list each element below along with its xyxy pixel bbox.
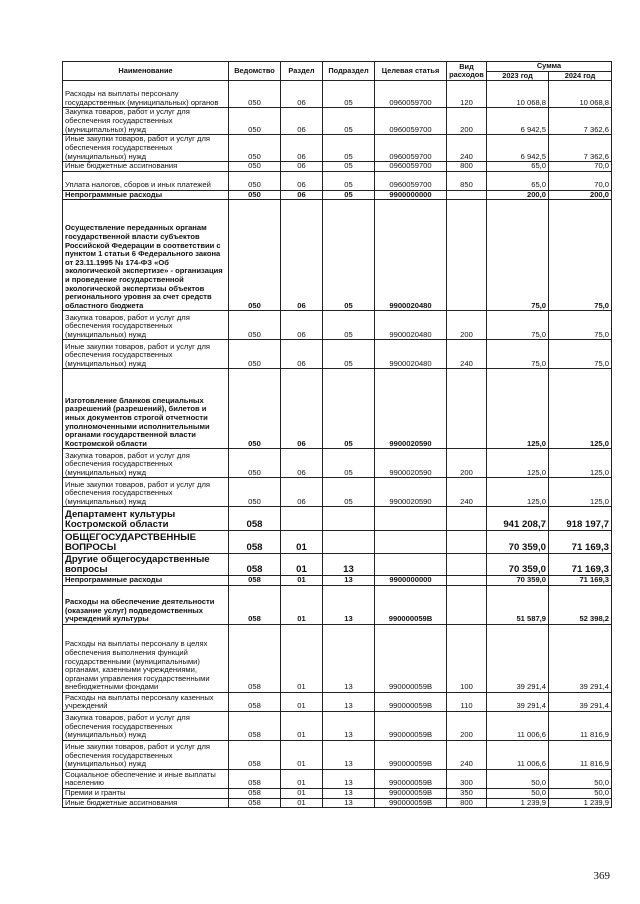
row-statya: 990000059В: [375, 788, 447, 798]
row-statya: 0960059700: [375, 108, 447, 135]
row-razdel: 01: [281, 798, 323, 808]
row-sum-2023: 50,0: [487, 788, 549, 798]
row-vid: [447, 576, 487, 586]
row-statya: 990000059В: [375, 585, 447, 624]
row-podrazdel: 05: [323, 108, 375, 135]
row-sum-2023: 75,0: [487, 340, 549, 369]
row-sum-2023: 1 239,9: [487, 798, 549, 808]
row-sum-2024: 70,0: [549, 162, 612, 172]
row-vid: 100: [447, 624, 487, 692]
row-podrazdel: 13: [323, 711, 375, 740]
header-razdel: Раздел: [281, 62, 323, 81]
row-razdel: 01: [281, 740, 323, 769]
row-statya: 9900020480: [375, 200, 447, 311]
row-name: Иные закупки товаров, работ и услуг для обеспечения государственных (муниципальных) нужд: [63, 135, 229, 162]
row-vid: 300: [447, 769, 487, 788]
row-sum-2024: 918 197,7: [549, 507, 612, 531]
row-sum-2024: 75,0: [549, 311, 612, 340]
row-sum-2023: 50,0: [487, 769, 549, 788]
row-vedomstvo: 050: [229, 81, 281, 108]
header-vid: Вид расходов: [447, 62, 487, 81]
row-sum-2023: 70 359,0: [487, 576, 549, 586]
row-vedomstvo: 058: [229, 507, 281, 531]
row-name: Непрограммные расходы: [63, 576, 229, 586]
row-razdel: 06: [281, 449, 323, 478]
table-row: [63, 190, 612, 200]
row-podrazdel: 05: [323, 162, 375, 172]
header-vedomstvo: Ведомство: [229, 62, 281, 81]
table-row: [63, 171, 612, 190]
row-sum-2023: 39 291,4: [487, 692, 549, 711]
row-sum-2023: 39 291,4: [487, 624, 549, 692]
row-vid: 240: [447, 340, 487, 369]
row-sum-2024: 52 398,2: [549, 585, 612, 624]
row-vid: 800: [447, 162, 487, 172]
row-razdel: 06: [281, 200, 323, 311]
row-vid: 110: [447, 692, 487, 711]
row-statya: 9900020590: [375, 369, 447, 449]
table-row: [63, 108, 612, 135]
row-razdel: 06: [281, 369, 323, 449]
table-row: [63, 135, 612, 162]
table-row: [63, 449, 612, 478]
row-vid: [447, 507, 487, 531]
row-name: ОБЩЕГОСУДАРСТВЕННЫЕ ВОПРОСЫ: [63, 531, 229, 554]
row-razdel: 06: [281, 135, 323, 162]
row-vid: 350: [447, 788, 487, 798]
row-razdel: 06: [281, 340, 323, 369]
table-row: [63, 81, 612, 108]
row-vid: 240: [447, 135, 487, 162]
row-podrazdel: 05: [323, 311, 375, 340]
row-name: Закупка товаров, работ и услуг для обеспечения государственных (муниципальных) нужд: [63, 711, 229, 740]
row-sum-2024: 75,0: [549, 340, 612, 369]
row-sum-2024: 7 362,6: [549, 135, 612, 162]
row-vid: 240: [447, 478, 487, 507]
row-sum-2023: 200,0: [487, 190, 549, 200]
row-statya: 990000059В: [375, 624, 447, 692]
row-vedomstvo: 058: [229, 798, 281, 808]
row-sum-2023: 51 587,9: [487, 585, 549, 624]
row-sum-2024: 125,0: [549, 478, 612, 507]
table-row: [63, 162, 612, 172]
row-sum-2023: 70 359,0: [487, 531, 549, 554]
row-sum-2024: 125,0: [549, 369, 612, 449]
row-podrazdel: 13: [323, 798, 375, 808]
row-vedomstvo: 058: [229, 769, 281, 788]
row-sum-2023: 941 208,7: [487, 507, 549, 531]
row-sum-2024: 1 239,9: [549, 798, 612, 808]
row-name: Изготовление бланков специальных разрешений (разрешений), билетов и иных документов строгой отчетности уполномоченными исполнительными органами государственной власти Костромской области: [63, 369, 229, 449]
row-vedomstvo: 050: [229, 135, 281, 162]
row-statya: [375, 531, 447, 554]
row-razdel: 01: [281, 554, 323, 576]
row-sum-2024: 71 169,3: [549, 554, 612, 576]
row-razdel: 06: [281, 171, 323, 190]
row-vedomstvo: 050: [229, 340, 281, 369]
row-sum-2023: 125,0: [487, 478, 549, 507]
table-row: [63, 711, 612, 740]
row-vedomstvo: 058: [229, 788, 281, 798]
table-row: [63, 369, 612, 449]
row-vedomstvo: 058: [229, 585, 281, 624]
row-name: Расходы на выплаты персоналу казенных учреждений: [63, 692, 229, 711]
row-vedomstvo: 050: [229, 108, 281, 135]
row-sum-2023: 11 006,6: [487, 711, 549, 740]
row-statya: 0960059700: [375, 171, 447, 190]
row-podrazdel: 05: [323, 81, 375, 108]
row-podrazdel: 05: [323, 200, 375, 311]
row-vid: 200: [447, 311, 487, 340]
row-sum-2024: 125,0: [549, 449, 612, 478]
row-podrazdel: 13: [323, 554, 375, 576]
row-statya: 9900000000: [375, 576, 447, 586]
row-vedomstvo: 050: [229, 449, 281, 478]
row-statya: 990000059В: [375, 740, 447, 769]
row-vedomstvo: 050: [229, 190, 281, 200]
row-podrazdel: 05: [323, 135, 375, 162]
row-podrazdel: 13: [323, 576, 375, 586]
row-name: Закупка товаров, работ и услуг для обеспечения государственных (муниципальных) нужд: [63, 311, 229, 340]
header-name: Наименование: [63, 62, 229, 81]
row-sum-2024: 39 291,4: [549, 692, 612, 711]
row-sum-2023: 11 006,6: [487, 740, 549, 769]
row-vedomstvo: 058: [229, 554, 281, 576]
table-row: [63, 692, 612, 711]
table-row: [63, 340, 612, 369]
row-vid: 200: [447, 449, 487, 478]
row-vedomstvo: 050: [229, 200, 281, 311]
row-razdel: 01: [281, 692, 323, 711]
row-vid: [447, 200, 487, 311]
row-podrazdel: 13: [323, 788, 375, 798]
row-sum-2024: 11 816,9: [549, 711, 612, 740]
row-razdel: 01: [281, 624, 323, 692]
budget-page: [62, 61, 611, 808]
row-razdel: [281, 507, 323, 531]
row-statya: 0960059700: [375, 81, 447, 108]
row-statya: 9900020480: [375, 311, 447, 340]
row-sum-2023: 6 942,5: [487, 108, 549, 135]
row-podrazdel: 05: [323, 369, 375, 449]
row-name: Расходы на выплаты персоналу государственных (муниципальных) органов: [63, 81, 229, 108]
row-sum-2024: 70,0: [549, 171, 612, 190]
row-sum-2023: 10 068,8: [487, 81, 549, 108]
row-podrazdel: [323, 507, 375, 531]
row-vid: 200: [447, 108, 487, 135]
row-name: Расходы на выплаты персоналу в целях обеспечения выполнения функций государственными (муниципальными) органами, казенными учреждениями, органами управления государственными внебюджетными фондами: [63, 624, 229, 692]
row-name: Расходы на обеспечение деятельности (оказание услуг) подведомственных учреждений культуры: [63, 585, 229, 624]
row-name: Иные бюджетные ассигнования: [63, 798, 229, 808]
header-2024: 2024 год: [549, 71, 612, 81]
row-statya: 0960059700: [375, 135, 447, 162]
row-sum-2024: 11 816,9: [549, 740, 612, 769]
row-name: Иные закупки товаров, работ и услуг для обеспечения государственных (муниципальных) нужд: [63, 478, 229, 507]
row-statya: 9900020590: [375, 449, 447, 478]
row-name: Иные закупки товаров, работ и услуг для обеспечения государственных (муниципальных) нужд: [63, 340, 229, 369]
row-podrazdel: 05: [323, 190, 375, 200]
row-vid: [447, 369, 487, 449]
table-row: [63, 507, 612, 531]
row-vid: 120: [447, 81, 487, 108]
row-sum-2024: 71 169,3: [549, 576, 612, 586]
row-statya: 9900020590: [375, 478, 447, 507]
row-sum-2023: 65,0: [487, 162, 549, 172]
header-podrazdel: Подраздел: [323, 62, 375, 81]
row-statya: 990000059В: [375, 769, 447, 788]
table-row: [63, 311, 612, 340]
row-vedomstvo: 050: [229, 171, 281, 190]
row-podrazdel: [323, 531, 375, 554]
table-row: [63, 200, 612, 311]
row-vid: 200: [447, 711, 487, 740]
row-sum-2023: 65,0: [487, 171, 549, 190]
row-vid: 240: [447, 740, 487, 769]
row-name: Иные бюджетные ассигнования: [63, 162, 229, 172]
row-name: Уплата налогов, сборов и иных платежей: [63, 171, 229, 190]
header-2023: 2023 год: [487, 71, 549, 81]
row-sum-2024: 7 362,6: [549, 108, 612, 135]
row-podrazdel: 13: [323, 740, 375, 769]
row-name: Закупка товаров, работ и услуг для обеспечения государственных (муниципальных) нужд: [63, 449, 229, 478]
row-name: Департамент культуры Костромской области: [63, 507, 229, 531]
row-vedomstvo: 050: [229, 162, 281, 172]
table-row: [63, 478, 612, 507]
row-razdel: 06: [281, 311, 323, 340]
row-razdel: 01: [281, 769, 323, 788]
row-name: Осуществление переданных органам государственной власти субъектов Российской Федерации в соответствии с пунктом 1 статьи 6 Федерального закона от 23.11.1995 № 174-ФЗ «Об экологической экспертизе» - организация и проведение государственной экологической экспертизы объектов регионального уровня за счет средств областного бюджета: [63, 200, 229, 311]
row-razdel: 01: [281, 576, 323, 586]
row-vedomstvo: 058: [229, 692, 281, 711]
row-vedomstvo: 050: [229, 311, 281, 340]
row-statya: 0960059700: [375, 162, 447, 172]
row-razdel: 01: [281, 585, 323, 624]
row-sum-2024: 75,0: [549, 200, 612, 311]
table-row: [63, 788, 612, 798]
table-row: [63, 798, 612, 808]
table-row: [63, 531, 612, 554]
row-vid: 850: [447, 171, 487, 190]
row-razdel: 06: [281, 108, 323, 135]
row-razdel: 06: [281, 162, 323, 172]
row-podrazdel: 13: [323, 585, 375, 624]
row-name: Иные закупки товаров, работ и услуг для обеспечения государственных (муниципальных) нужд: [63, 740, 229, 769]
row-name: Социальное обеспечение и иные выплаты населению: [63, 769, 229, 788]
table-row: [63, 585, 612, 624]
row-statya: [375, 507, 447, 531]
header-statya: Целевая статья: [375, 62, 447, 81]
row-statya: 990000059В: [375, 692, 447, 711]
row-razdel: 06: [281, 190, 323, 200]
row-podrazdel: 13: [323, 624, 375, 692]
row-razdel: 01: [281, 711, 323, 740]
row-podrazdel: 13: [323, 769, 375, 788]
row-statya: 9900000000: [375, 190, 447, 200]
row-name: Другие общегосударственные вопросы: [63, 554, 229, 576]
row-sum-2023: 125,0: [487, 449, 549, 478]
row-vid: [447, 531, 487, 554]
table-row: [63, 554, 612, 576]
row-sum-2024: 50,0: [549, 769, 612, 788]
row-podrazdel: 05: [323, 340, 375, 369]
row-razdel: 06: [281, 81, 323, 108]
row-vedomstvo: 050: [229, 478, 281, 507]
row-sum-2024: 39 291,4: [549, 624, 612, 692]
budget-table: [62, 61, 612, 808]
row-vedomstvo: 058: [229, 531, 281, 554]
row-razdel: 06: [281, 478, 323, 507]
row-razdel: 01: [281, 531, 323, 554]
page-number: 369: [593, 870, 610, 882]
row-statya: 9900020480: [375, 340, 447, 369]
table-row: [63, 740, 612, 769]
row-vid: [447, 585, 487, 624]
row-podrazdel: 13: [323, 692, 375, 711]
row-name: Премии и гранты: [63, 788, 229, 798]
row-podrazdel: 05: [323, 449, 375, 478]
budget-rows: [63, 81, 612, 808]
row-vid: [447, 554, 487, 576]
row-vedomstvo: 058: [229, 576, 281, 586]
row-sum-2023: 70 359,0: [487, 554, 549, 576]
row-vedomstvo: 050: [229, 369, 281, 449]
row-sum-2024: 10 068,8: [549, 81, 612, 108]
row-sum-2023: 75,0: [487, 311, 549, 340]
row-vedomstvo: 058: [229, 711, 281, 740]
row-sum-2023: 6 942,5: [487, 135, 549, 162]
row-name: Непрограммные расходы: [63, 190, 229, 200]
row-statya: [375, 554, 447, 576]
table-row: [63, 576, 612, 586]
row-vedomstvo: 058: [229, 740, 281, 769]
table-row: [63, 769, 612, 788]
table-row: [63, 624, 612, 692]
row-sum-2024: 50,0: [549, 788, 612, 798]
row-podrazdel: 05: [323, 478, 375, 507]
row-sum-2023: 125,0: [487, 369, 549, 449]
row-name: Закупка товаров, работ и услуг для обеспечения государственных (муниципальных) нужд: [63, 108, 229, 135]
row-vedomstvo: 058: [229, 624, 281, 692]
row-statya: 990000059В: [375, 798, 447, 808]
row-sum-2024: 200,0: [549, 190, 612, 200]
row-vid: 800: [447, 798, 487, 808]
row-sum-2023: 75,0: [487, 200, 549, 311]
row-statya: 990000059В: [375, 711, 447, 740]
row-vid: [447, 190, 487, 200]
header-summa: Сумма: [487, 62, 612, 72]
row-razdel: 01: [281, 788, 323, 798]
row-podrazdel: 05: [323, 171, 375, 190]
row-sum-2024: 71 169,3: [549, 531, 612, 554]
